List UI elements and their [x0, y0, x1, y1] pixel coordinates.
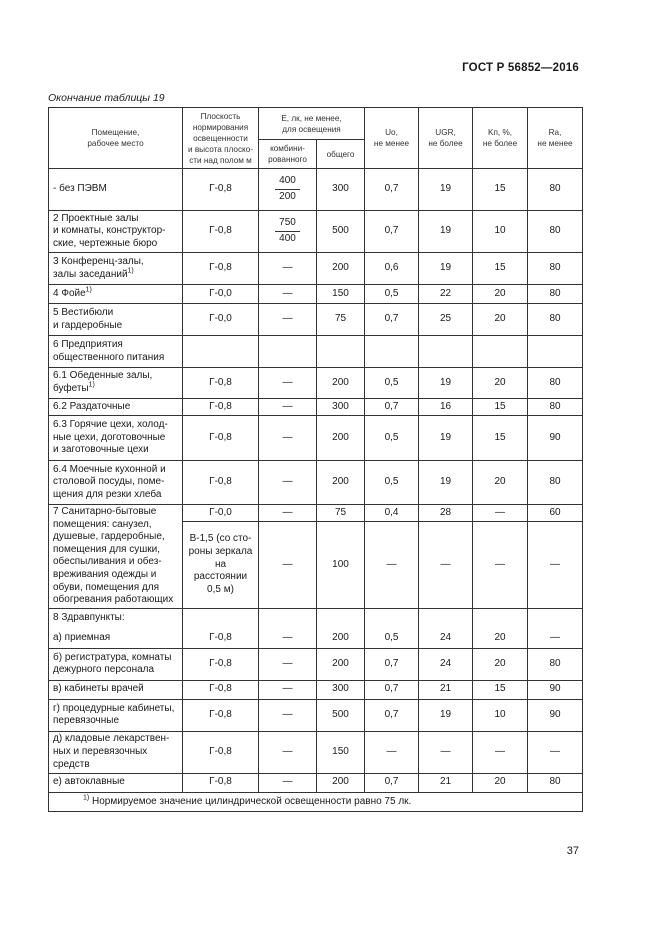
cell-ugr: 24 — [419, 648, 473, 680]
cell-kp: 15 — [473, 416, 528, 461]
fraction-denominator: 400 — [279, 233, 296, 244]
cell-ra: — — [528, 522, 583, 609]
cell-uo: 0,7 — [365, 211, 419, 253]
room-cell — [49, 461, 183, 505]
cell-ugr: 19 — [419, 461, 473, 505]
cell-empty — [259, 608, 317, 628]
table-row — [49, 731, 583, 773]
cell-gen: 100 — [317, 522, 365, 609]
cell-comb: — — [259, 731, 317, 773]
cell-empty — [419, 608, 473, 628]
cell-plane: Г-0,0 — [183, 304, 259, 336]
room-label: 7 Санитарно-бытовые помещения: санузел, душевые, гардеробные, помещения для сушки, обеспыливания и обез- вреживания одежды и обуви, помещения для обогревания работающих — [53, 506, 174, 606]
cell-ugr: 28 — [419, 505, 473, 522]
cell-uo: 0,5 — [365, 628, 419, 648]
cell-plane — [183, 336, 259, 368]
cell-plane: Г-0,8 — [183, 416, 259, 461]
cell-comb: — — [259, 699, 317, 731]
cell-plane: Г-0,8 — [183, 211, 259, 253]
cell-uo: 0,7 — [365, 304, 419, 336]
table-row — [49, 648, 583, 680]
cell-comb: — — [259, 461, 317, 505]
table-row — [49, 253, 583, 285]
room-label: е) автоклавные — [53, 776, 125, 788]
cell-gen: 200 — [317, 628, 365, 648]
cell-plane: В-1,5 (со сто- роны зеркала на расстоянии 0,5 м) — [183, 522, 259, 609]
room-cell — [49, 253, 183, 285]
cell-gen: 200 — [317, 648, 365, 680]
cell-gen: 500 — [317, 211, 365, 253]
cell-kp: 15 — [473, 399, 528, 416]
cell-plane: Г-0,0 — [183, 505, 259, 522]
cell-ugr: 19 — [419, 211, 473, 253]
cell-plane: Г-0,0 — [183, 285, 259, 304]
room-label: в) кабинеты врачей — [53, 683, 144, 695]
cell-kp: 20 — [473, 773, 528, 792]
cell-uo — [365, 336, 419, 368]
cell-ra: 90 — [528, 416, 583, 461]
cell-gen: 300 — [317, 680, 365, 699]
cell-ra: 80 — [528, 211, 583, 253]
cell-comb: — — [259, 253, 317, 285]
table-row — [49, 169, 583, 211]
fraction — [275, 217, 300, 245]
cell-empty — [473, 608, 528, 628]
cell-uo: 0,6 — [365, 253, 419, 285]
cell-ugr: — — [419, 731, 473, 773]
cell-comb — [259, 336, 317, 368]
cell-comb: — — [259, 773, 317, 792]
cell-empty — [317, 608, 365, 628]
table-row — [49, 368, 583, 399]
cell-gen: 75 — [317, 505, 365, 522]
room-label: г) процедурные кабинеты, перевязочные — [53, 702, 175, 727]
table-row — [49, 416, 583, 461]
cell-empty — [365, 608, 419, 628]
header-kp: Kп, %, не более — [473, 108, 528, 169]
lighting-norms-table — [48, 107, 583, 812]
cell-comb: — — [259, 680, 317, 699]
cell-plane: Г-0,8 — [183, 699, 259, 731]
room-label: 6.4 Моечные кухонной и столовой посуды, поме- щения для резки хлеба — [53, 463, 166, 500]
cell-kp — [473, 336, 528, 368]
table-row — [49, 699, 583, 731]
cell-ra: 80 — [528, 461, 583, 505]
room-cell — [49, 285, 183, 304]
cell-ra: 80 — [528, 304, 583, 336]
room-cell — [49, 211, 183, 253]
cell-kp: 10 — [473, 211, 528, 253]
cell-comb: — — [259, 522, 317, 609]
cell-kp: 20 — [473, 461, 528, 505]
room-label: б) регистратура, комнаты дежурного персонала — [53, 651, 172, 676]
room-label: 6.1 Обеденные залы, буфеты — [53, 370, 153, 394]
room-label: - без ПЭВМ — [53, 183, 107, 195]
cell-ra — [528, 336, 583, 368]
header-uo: Uо, не менее — [365, 108, 419, 169]
cell-uo: 0,5 — [365, 368, 419, 399]
cell-ra: 90 — [528, 699, 583, 731]
cell-comb: — — [259, 399, 317, 416]
cell-ra: 80 — [528, 253, 583, 285]
room-label: д) кладовые лекарствен- ных и перевязочных средств — [53, 733, 170, 770]
table-row — [49, 505, 583, 522]
room-cell — [49, 699, 183, 731]
table-row — [49, 399, 583, 416]
cell-gen: 300 — [317, 399, 365, 416]
header-room: Помещение, рабочее место — [49, 108, 183, 169]
cell-plane: Г-0,8 — [183, 731, 259, 773]
header-general: общего — [317, 140, 365, 169]
cell-comb: — — [259, 628, 317, 648]
cell-uo: 0,7 — [365, 773, 419, 792]
footnote — [49, 792, 583, 812]
cell-ra: 80 — [528, 169, 583, 211]
cell-ra: — — [528, 628, 583, 648]
cell-kp: — — [473, 731, 528, 773]
table-row — [49, 336, 583, 368]
cell-ugr: 24 — [419, 628, 473, 648]
cell-uo: 0,7 — [365, 648, 419, 680]
cell-plane: Г-0,8 — [183, 169, 259, 211]
cell-uo: 0,5 — [365, 285, 419, 304]
cell-kp: 20 — [473, 648, 528, 680]
cell-kp: 15 — [473, 680, 528, 699]
footnote-marker: 1) — [88, 381, 95, 389]
cell-ugr: 19 — [419, 699, 473, 731]
cell-uo: 0,7 — [365, 680, 419, 699]
cell-comb: — — [259, 285, 317, 304]
room-cell — [49, 169, 183, 211]
cell-gen: 200 — [317, 368, 365, 399]
table-row — [49, 773, 583, 792]
cell-ra: 80 — [528, 648, 583, 680]
cell-kp: — — [473, 522, 528, 609]
cell-ra: 80 — [528, 368, 583, 399]
cell-ugr: 22 — [419, 285, 473, 304]
cell-gen: 75 — [317, 304, 365, 336]
cell-ugr: 19 — [419, 416, 473, 461]
cell-uo: 0,7 — [365, 399, 419, 416]
cell-gen: 150 — [317, 285, 365, 304]
cell-plane: Г-0,8 — [183, 253, 259, 285]
cell-ugr: 16 — [419, 399, 473, 416]
room-cell — [49, 336, 183, 368]
room-cell — [49, 505, 183, 609]
cell-plane: Г-0,8 — [183, 461, 259, 505]
footnote-marker: 1) — [85, 286, 92, 294]
room-cell — [49, 416, 183, 461]
room-cell — [49, 731, 183, 773]
room-cell — [49, 680, 183, 699]
room-cell — [49, 368, 183, 399]
fraction-numerator: 750 — [275, 217, 300, 232]
cell-uo: 0,4 — [365, 505, 419, 522]
header-plane: Плоскость нормирования освещенности и высота плоско- сти над полом м — [183, 108, 259, 169]
cell-ugr — [419, 336, 473, 368]
cell-kp: 20 — [473, 368, 528, 399]
cell-comb: — — [259, 304, 317, 336]
cell-gen: 200 — [317, 253, 365, 285]
cell-uo: — — [365, 731, 419, 773]
room-label: 5 Вестибюли и гардеробные — [53, 306, 123, 331]
room-cell — [49, 648, 183, 680]
cell-uo: 0,5 — [365, 416, 419, 461]
cell-comb — [259, 169, 317, 211]
cell-ugr: 25 — [419, 304, 473, 336]
footnote-marker: 1) — [83, 794, 90, 802]
cell-kp: — — [473, 505, 528, 522]
table-continuation-caption: Окончание таблицы 19 — [48, 92, 165, 104]
room-label: 3 Конференц-залы, залы заседаний — [53, 255, 144, 280]
cell-comb: — — [259, 505, 317, 522]
cell-ugr: — — [419, 522, 473, 609]
cell-kp: 20 — [473, 628, 528, 648]
footnote-row — [49, 792, 583, 812]
header-ugr: UGR, не более — [419, 108, 473, 169]
cell-uo: 0,7 — [365, 169, 419, 211]
cell-comb: — — [259, 416, 317, 461]
cell-gen: 200 — [317, 416, 365, 461]
cell-gen — [317, 336, 365, 368]
cell-ugr: 21 — [419, 773, 473, 792]
table-row — [49, 461, 583, 505]
room-label: 2 Проектные залы и комнаты, конструктор- ские, чертежные бюро — [53, 212, 166, 249]
cell-comb: — — [259, 648, 317, 680]
cell-kp: 10 — [473, 699, 528, 731]
table-row — [49, 211, 583, 253]
table-row — [49, 680, 583, 699]
cell-comb — [259, 211, 317, 253]
cell-ra: 60 — [528, 505, 583, 522]
cell-kp: 15 — [473, 253, 528, 285]
cell-uo: — — [365, 522, 419, 609]
footnote-text: Нормируемое значение цилиндрической освещенности равно 75 лк. — [89, 795, 412, 807]
room-label: а) приемная — [53, 631, 111, 643]
cell-ra: 80 — [528, 399, 583, 416]
document-code: ГОСТ Р 56852—2016 — [462, 62, 579, 74]
cell-uo: 0,5 — [365, 461, 419, 505]
cell-plane: Г-0,8 — [183, 648, 259, 680]
room-label: 6 Предприятия общественного питания — [53, 338, 165, 363]
cell-gen: 200 — [317, 773, 365, 792]
fraction-denominator: 200 — [279, 191, 296, 202]
cell-ra: — — [528, 731, 583, 773]
fraction — [275, 175, 300, 203]
cell-ugr: 19 — [419, 368, 473, 399]
room-cell — [49, 773, 183, 792]
room-cell — [49, 304, 183, 336]
cell-kp: 15 — [473, 169, 528, 211]
header-combined: комбини- рованного — [259, 140, 317, 169]
cell-plane: Г-0,8 — [183, 399, 259, 416]
section-title: 8 Здравпункты: — [49, 608, 183, 628]
room-label: 4 Фойе — [53, 287, 86, 299]
cell-gen: 500 — [317, 699, 365, 731]
cell-plane: Г-0,8 — [183, 628, 259, 648]
table-row — [49, 608, 583, 628]
cell-ugr: 19 — [419, 253, 473, 285]
cell-gen: 150 — [317, 731, 365, 773]
cell-ra: 80 — [528, 773, 583, 792]
cell-ra: 80 — [528, 285, 583, 304]
room-label: 6.2 Раздаточные — [53, 400, 131, 412]
cell-kp: 20 — [473, 304, 528, 336]
cell-gen: 300 — [317, 169, 365, 211]
cell-comb: — — [259, 368, 317, 399]
room-cell — [49, 399, 183, 416]
room-cell — [49, 628, 183, 648]
page-number: 37 — [566, 845, 579, 857]
cell-plane: Г-0,8 — [183, 680, 259, 699]
table-row — [49, 304, 583, 336]
cell-ugr: 21 — [419, 680, 473, 699]
header-illuminance: E, лк, не менее, для освещения — [259, 108, 365, 140]
fraction-numerator: 400 — [275, 175, 300, 190]
table-row — [49, 285, 583, 304]
cell-empty — [528, 608, 583, 628]
cell-ugr: 19 — [419, 169, 473, 211]
cell-uo: 0,7 — [365, 699, 419, 731]
footnote-marker: 1) — [127, 267, 134, 275]
cell-kp: 20 — [473, 285, 528, 304]
header-ra: Rа, не менее — [528, 108, 583, 169]
cell-empty — [183, 608, 259, 628]
cell-gen: 200 — [317, 461, 365, 505]
room-label: 6.3 Горячие цехи, холод- ные цехи, доготовочные и заготовочные цехи — [53, 419, 168, 456]
cell-ra: 90 — [528, 680, 583, 699]
table-row — [49, 628, 583, 648]
cell-plane: Г-0,8 — [183, 368, 259, 399]
cell-plane: Г-0,8 — [183, 773, 259, 792]
